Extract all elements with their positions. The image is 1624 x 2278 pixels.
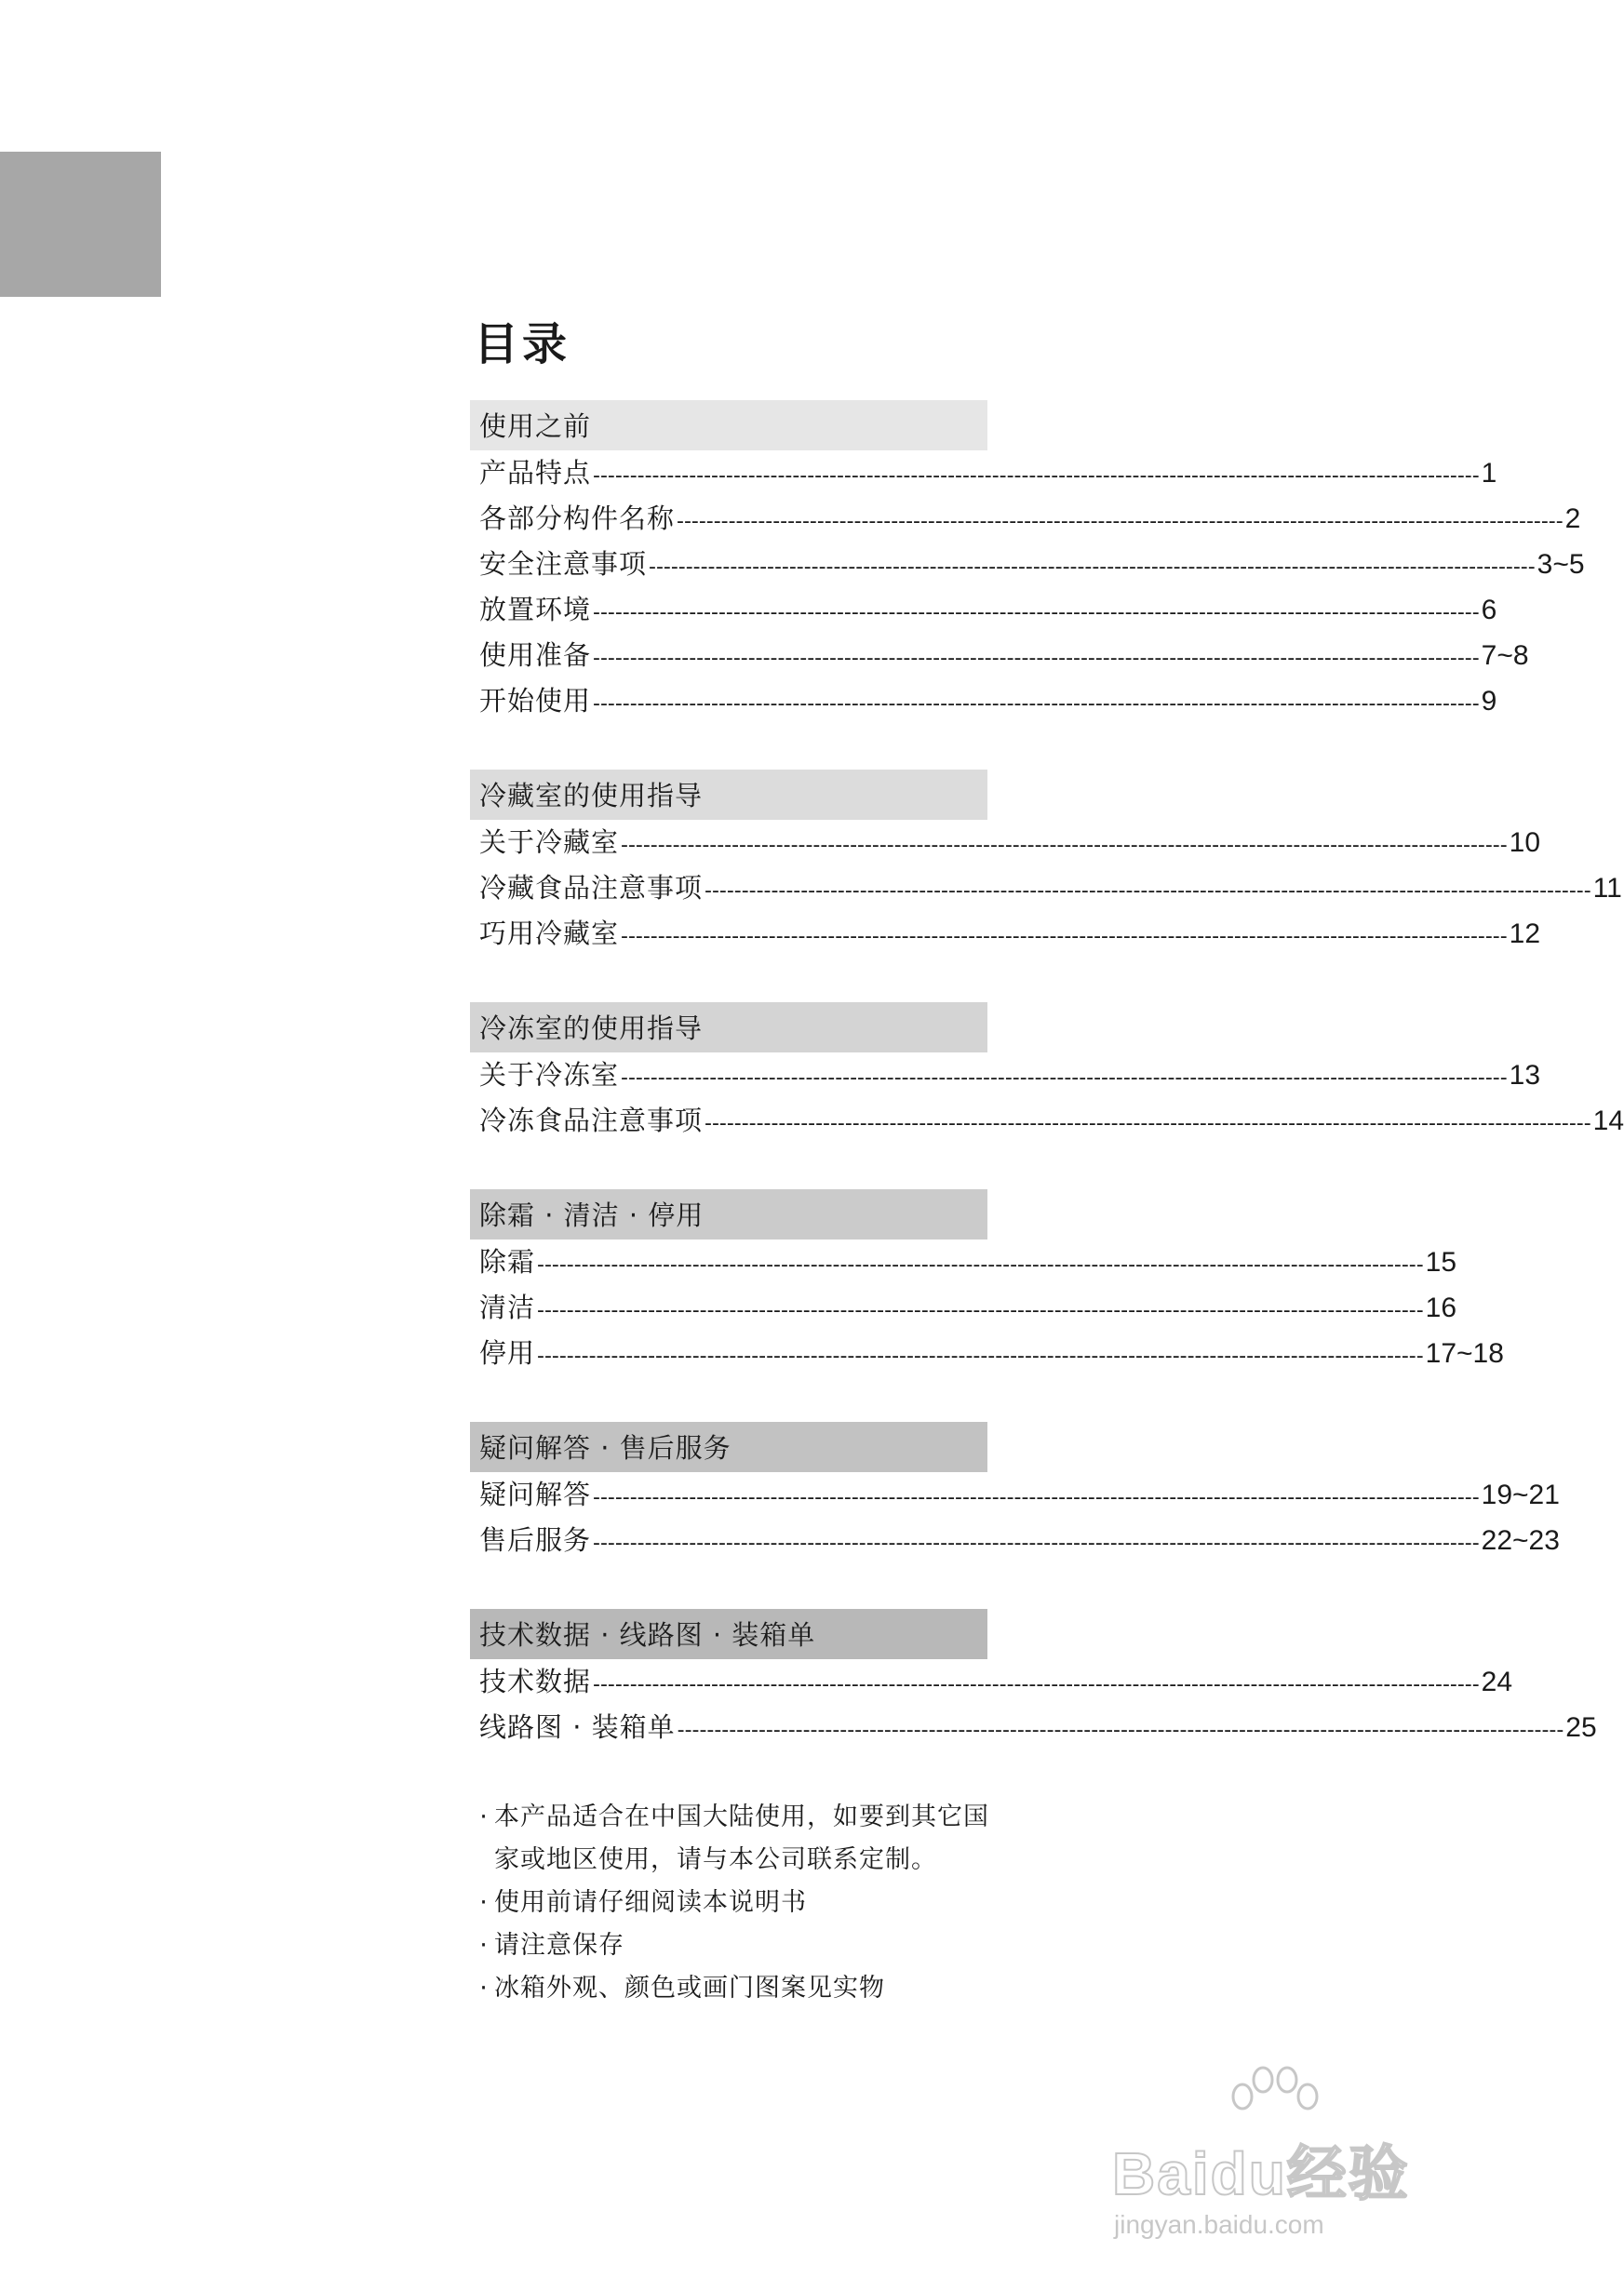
entry-page-number: 9 [1481, 686, 1497, 717]
leader-dashes: ------------------------------------------------------------------------------------------------------------------------ [593, 1486, 1480, 1509]
toc-entry [470, 1472, 1560, 1518]
entry-label: 清洁 [479, 1292, 536, 1323]
leader-dashes: ------------------------------------------------------------------------------------------------------------------------ [537, 1345, 1424, 1368]
entry-page-number: 6 [1481, 595, 1497, 625]
entry-label: 使用准备 [479, 639, 592, 671]
entry-label: 除霜 [479, 1246, 536, 1278]
entry-label: 产品特点 [479, 457, 592, 489]
note-item [474, 1924, 1010, 1967]
entry-label: 放置环境 [479, 594, 592, 625]
note-item [474, 1796, 1010, 1882]
entry-label: 线路图 · 装箱单 [479, 1711, 676, 1743]
toc-entry [470, 678, 1497, 724]
leader-dashes: ------------------------------------------------------------------------------------------------------------------------ [621, 834, 1508, 857]
toc-entry [470, 1518, 1560, 1563]
entry-page-number: 15 [1425, 1247, 1457, 1278]
toc-section [470, 400, 1585, 724]
note-text: 冰箱外观、颜色或画门图案见实物 [494, 1974, 885, 2003]
entry-label: 技术数据 [479, 1666, 592, 1697]
entry-page-number: 22~23 [1481, 1525, 1560, 1556]
toc-section [470, 1609, 1597, 1750]
entry-page-number: 12 [1509, 918, 1541, 949]
leader-dashes: ------------------------------------------------------------------------------------------------------------------------ [537, 1299, 1424, 1322]
leader-dashes: ------------------------------------------------------------------------------------------------------------------------ [621, 925, 1508, 948]
entry-label: 关于冷冻室 [479, 1059, 620, 1091]
entry-page-number: 7~8 [1481, 640, 1529, 671]
entry-page-number: 24 [1481, 1667, 1513, 1697]
bullet-icon: · [479, 1931, 489, 1960]
entry-label: 售后服务 [479, 1524, 592, 1556]
note-item [474, 1882, 1010, 1924]
leader-dashes: ------------------------------------------------------------------------------------------------------------------------ [621, 1066, 1508, 1090]
toc-entry [470, 587, 1497, 633]
entry-label: 冷藏食品注意事项 [479, 872, 704, 904]
entry-page-number: 14 [1592, 1106, 1624, 1136]
leader-dashes: ------------------------------------------------------------------------------------------------------------------------ [593, 1673, 1480, 1696]
section-header: 使用之前 [470, 400, 987, 450]
entry-label: 疑问解答 [479, 1479, 592, 1510]
entry-page-number: 11 [1592, 873, 1622, 904]
leader-dashes: ------------------------------------------------------------------------------------------------------------------------ [649, 556, 1536, 579]
entry-label: 各部分构件名称 [479, 502, 676, 534]
toc-entry [470, 820, 1541, 865]
section-header: 冷冻室的使用指导 [470, 1002, 987, 1052]
watermark-logo: Baidu经验 [1112, 2140, 1410, 2207]
section-header: 疑问解答 · 售后服务 [470, 1422, 987, 1472]
toc-section [470, 1189, 1504, 1376]
toc-entry [470, 1052, 1541, 1098]
bullet-icon: · [479, 1888, 489, 1917]
toc-entry [470, 1285, 1457, 1331]
note-item [474, 1967, 1010, 2010]
toc-entry [470, 1705, 1597, 1750]
entry-page-number: 1 [1481, 458, 1497, 489]
entry-label: 停用 [479, 1337, 536, 1369]
paw-icon [1215, 2061, 1326, 2136]
entry-page-number: 2 [1564, 503, 1581, 534]
note-text: 请注意保存 [494, 1931, 624, 1960]
entry-label: 开始使用 [479, 685, 592, 717]
toc-sections [470, 400, 1624, 1750]
leader-dashes: ------------------------------------------------------------------------------------------------------------------------ [677, 1719, 1564, 1742]
entry-page-number: 10 [1509, 827, 1541, 858]
section-header: 技术数据 · 线路图 · 装箱单 [470, 1609, 987, 1659]
entry-label: 关于冷藏室 [479, 826, 620, 858]
leader-dashes: ------------------------------------------------------------------------------------------------------------------------ [593, 464, 1480, 488]
leader-dashes: ------------------------------------------------------------------------------------------------------------------------ [537, 1253, 1424, 1277]
leader-dashes: ------------------------------------------------------------------------------------------------------------------------ [593, 647, 1480, 670]
leader-dashes: ------------------------------------------------------------------------------------------------------------------------ [705, 1112, 1591, 1135]
entry-page-number: 13 [1509, 1060, 1541, 1091]
toc-entry [470, 633, 1529, 678]
toc-entry [470, 911, 1541, 957]
toc-entry [470, 1240, 1457, 1285]
entry-page-number: 3~5 [1537, 549, 1585, 580]
leader-dashes: ------------------------------------------------------------------------------------------------------------------------ [593, 1532, 1480, 1555]
page-title: 目录 [474, 318, 571, 370]
leader-dashes: ------------------------------------------------------------------------------------------------------------------------ [593, 692, 1480, 716]
watermark-url: jingyan.baidu.com [1114, 2210, 1324, 2239]
toc-entry [470, 496, 1581, 542]
bullet-icon: · [479, 1974, 489, 2003]
bullet-icon: · [479, 1802, 489, 1831]
leader-dashes: ------------------------------------------------------------------------------------------------------------------------ [677, 510, 1564, 533]
entry-page-number: 25 [1565, 1712, 1597, 1743]
toc-entry [470, 865, 1622, 911]
entry-page-number: 16 [1425, 1293, 1457, 1323]
toc-entry [470, 542, 1585, 587]
leader-dashes: ------------------------------------------------------------------------------------------------------------------------ [705, 879, 1591, 903]
toc-section [470, 1422, 1560, 1563]
entry-label: 巧用冷藏室 [479, 918, 620, 949]
baidu-watermark [1094, 2061, 1466, 2247]
note-text: 使用前请仔细阅读本说明书 [494, 1888, 807, 1917]
entry-page-number: 17~18 [1425, 1338, 1504, 1369]
toc-entry [470, 1098, 1624, 1144]
notes-list [470, 1796, 1010, 2010]
toc-section [470, 1002, 1624, 1144]
entry-page-number: 19~21 [1481, 1480, 1560, 1510]
section-header: 除霜 · 清洁 · 停用 [470, 1189, 987, 1240]
toc-entry [470, 450, 1497, 496]
corner-tab [0, 152, 161, 297]
toc-entry [470, 1331, 1504, 1376]
note-text: 本产品适合在中国大陆使用，如要到其它国家或地区使用，请与本公司联系定制。 [494, 1802, 989, 1874]
table-of-contents [470, 316, 1624, 2010]
toc-section [470, 770, 1622, 957]
leader-dashes: ------------------------------------------------------------------------------------------------------------------------ [593, 601, 1480, 624]
entry-label: 冷冻食品注意事项 [479, 1105, 704, 1136]
toc-entry [470, 1659, 1513, 1705]
section-header: 冷藏室的使用指导 [470, 770, 987, 820]
entry-label: 安全注意事项 [479, 548, 648, 580]
